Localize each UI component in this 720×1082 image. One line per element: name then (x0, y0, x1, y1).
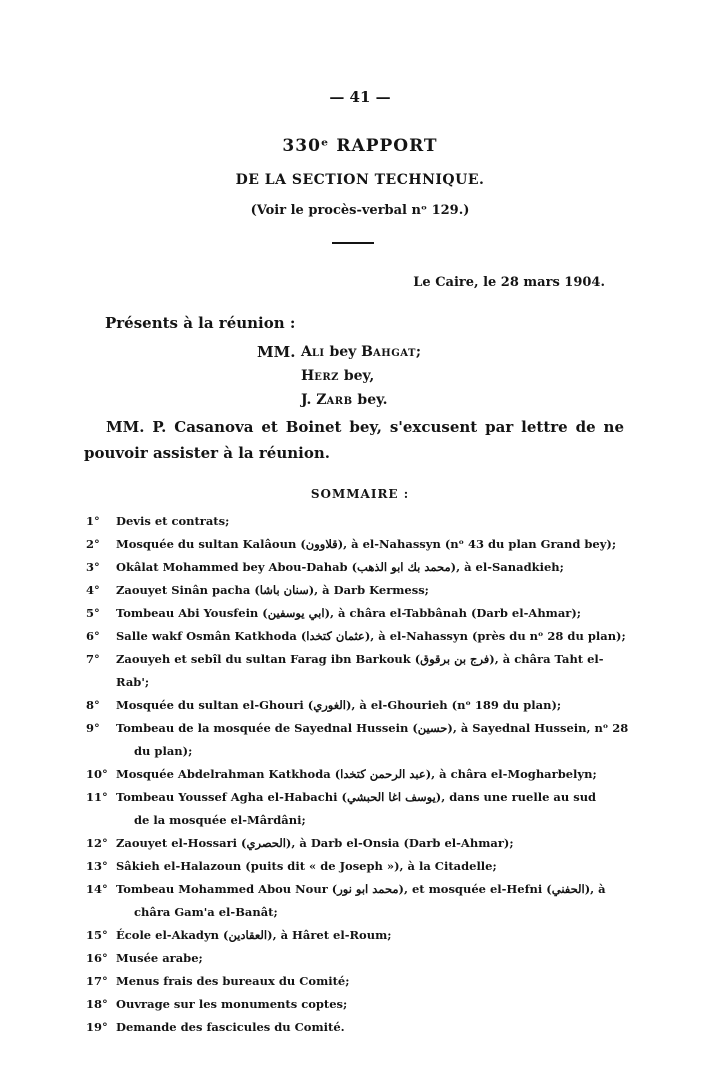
list-item: 13° Sâkieh el-Halazoun (puits dit « de Joseph »), à la Citadelle; (86, 859, 497, 873)
list-item: 2° Mosquée du sultan Kalâoun (قلاوون), à el-Nahassyn (nᵒ 43 du plan Grand bey); (86, 537, 617, 551)
list-item: 1° Devis et contrats; (86, 514, 230, 528)
list-item: 10° Mosquée Abdelrahman Katkhoda (عبد الرحمن كتخدا), à châra el-Mogharbelyn; (86, 767, 597, 781)
list-item: 16° Musée arabe; (86, 951, 203, 965)
member-3: J. ZARB bey. (301, 392, 388, 408)
member-1: ALI bey BAHGAT; (301, 344, 422, 360)
list-item: 5° Tombeau Abi Yousfein (ابي يوسفين), à châra el-Tabbânah (Darb el-Ahmar); (86, 606, 582, 620)
list-item: 18° Ouvrage sur les monuments coptes; (86, 997, 348, 1011)
proces-verbal-reference: (Voir le procès-verbal nᵒ 129.) (250, 203, 470, 218)
list-item: 4° Zaouyet Sinân pacha (سنان باشا), à Darb Kermess; (86, 583, 429, 597)
list-item: 9° Tombeau de la mosquée de Sayednal Hussein (حسين), à Sayednal Hussein, nᵒ 28 du plan); (86, 721, 629, 758)
list-item: 19° Demande des fascicules du Comité. (86, 1020, 345, 1034)
list-item: 11° Tombeau Youssef Agha el-Habachi (يوسف اغا الحبشي), dans une ruelle au sud de la mosquée el-Mârdâni; (86, 790, 597, 827)
sommaire-heading: SOMMAIRE : (310, 487, 410, 501)
page-number: — 41 — (329, 88, 391, 106)
member-2: HERZ bey, (301, 368, 375, 384)
mm-label: MM. (257, 343, 296, 361)
list-item: 15° École el-Akadyn (العقادين), à Hâret el-Roum; (86, 928, 392, 942)
dateline: Le Caire, le 28 mars 1904. (413, 275, 605, 290)
list-item: 14° Tombeau Mohammed Abou Nour (محمد ابو نور), et mosquée el-Hefni (الحفني), à châra Gam'a el-Banât; (86, 882, 606, 919)
list-item: 3° Okâlat Mohammed bey Abou-Dahab (محمد بك ابو الذهب), à el-Sanadkieh; (86, 560, 564, 574)
excuse-paragraph: MM. P. Casanova et Boinet bey, s'excusent par lettre de ne pouvoir assister à la réunion. (84, 418, 624, 462)
presents-label: Présents à la réunion : (105, 314, 296, 332)
report-title: 330ᵉ RAPPORT (282, 136, 438, 156)
sommaire-list (86, 510, 636, 1039)
report-subtitle: DE LA SECTION TECHNIQUE. (235, 172, 485, 188)
list-item: 17° Menus frais des bureaux du Comité; (86, 974, 350, 988)
list-item: 12° Zaouyet el-Hossari (الحصري), à Darb el-Onsia (Darb el-Ahmar); (86, 836, 514, 850)
list-item: 8° Mosquée du sultan el-Ghouri (الغوري), à el-Ghourieh (nᵒ 189 du plan); (86, 698, 562, 712)
list-item: 7° Zaouyeh et sebîl du sultan Farag ibn Barkouk (فرج بن برقوق), à châra Taht el-Rab'; (86, 652, 604, 689)
separator-rule (332, 242, 374, 244)
list-item: 6° Salle wakf Osmân Katkhoda (عثمان كتخدا), à el-Nahassyn (près du nᵒ 28 du plan); (86, 629, 626, 643)
